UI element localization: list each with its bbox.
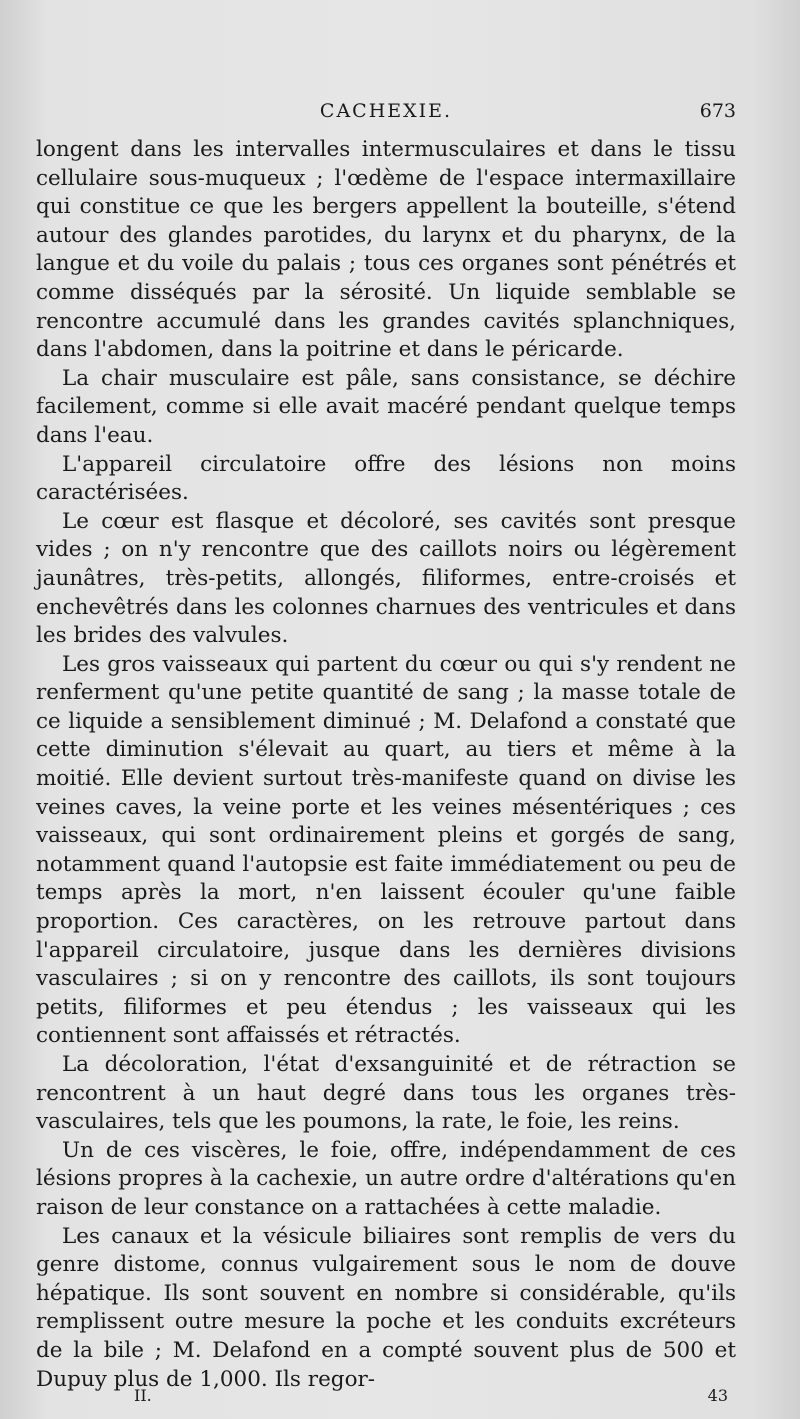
paragraph-8: Les canaux et la vésicule biliaires sont remplis de vers du genre distome, connus vulgairement sous le nom de douve hépatique. Ils sont souvent en nombre si considérable, qu'ils remplissent outre mesure la poche et les conduits excréteurs de la bile ; M. Delafond en a compté souvent plus de 500 et Dupuy plus de 1,000. Ils regor- [36,1223,736,1392]
signature-mark: II. [134,1386,152,1405]
sheet-number: 43 [707,1386,728,1405]
paragraph-4: Le cœur est flasque et décoloré, ses cavités sont presque vides ; on n'y rencontre que des caillots noirs ou légèrement jaunâtres, très-petits, allongés, filiformes, entre-croisés et enchevêtrés dans les colonnes charnues des ventricules et dans les brides des valvules. [36,508,736,649]
page-header [36,96,736,126]
page-footer [36,1386,736,1412]
body-text [36,136,736,1394]
paragraph-5: Les gros vaisseaux qui partent du cœur ou qui s'y rendent ne renferment qu'une petite quantité de sang ; la masse totale de ce liquide a sensiblement diminué ; M. Delafond a constaté que cette diminution s'élevait au quart, au tiers et même à la moitié. Elle devient surtout très-manifeste quand on divise les veines caves, la veine porte et les veines mésentériques ; ces vaisseaux, qui sont ordinairement pleins et gorgés de sang, notamment quand l'autopsie est faite immédiatement ou peu de temps après la mort, n'en laissent écouler qu'une faible proportion. Ces caractères, on les retrouve partout dans l'appareil circulatoire, jusque dans les dernières divisions vasculaires ; si on y rencontre des caillots, ils sont toujours petits, filiformes et peu étendus ; les vaisseaux qui les contiennent sont affaissés et rétractés. [36,651,736,1049]
paragraph-7: Un de ces viscères, le foie, offre, indépendamment de ces lésions propres à la cachexie, un autre ordre d'altérations qu'en raison de leur constance on a rattachées à cette maladie. [36,1137,736,1220]
paragraph-6: La décoloration, l'état d'exsanguinité et de rétraction se rencontrent à un haut degré dans tous les organes très-vasculaires, tels que les poumons, la rate, le foie, les reins. [36,1052,736,1135]
paragraph-2: La chair musculaire est pâle, sans consistance, se déchire facilement, comme si elle avait macéré pendant quelque temps dans l'eau. [36,365,736,448]
paragraph-3: L'appareil circulatoire offre des lésions non moins caractérisées. [36,451,736,506]
page-number: 673 [699,100,736,122]
paragraph-1: longent dans les intervalles intermusculaires et dans le tissu cellulaire sous-muqueux ; l'œdème de l'espace intermaxillaire qui constitue ce que les bergers appellent la bouteille, s'étend autour des glandes parotides, du larynx et du pharynx, de la langue et du voile du palais ; tous ces organes sont pénétrés et comme disséqués par la sérosité. Un liquide semblable se rencontre accumulé dans les grandes cavités splanchniques, dans l'abdomen, dans la poitrine et dans le péricarde. [36,137,736,363]
running-title: CACHEXIE. [319,100,453,122]
